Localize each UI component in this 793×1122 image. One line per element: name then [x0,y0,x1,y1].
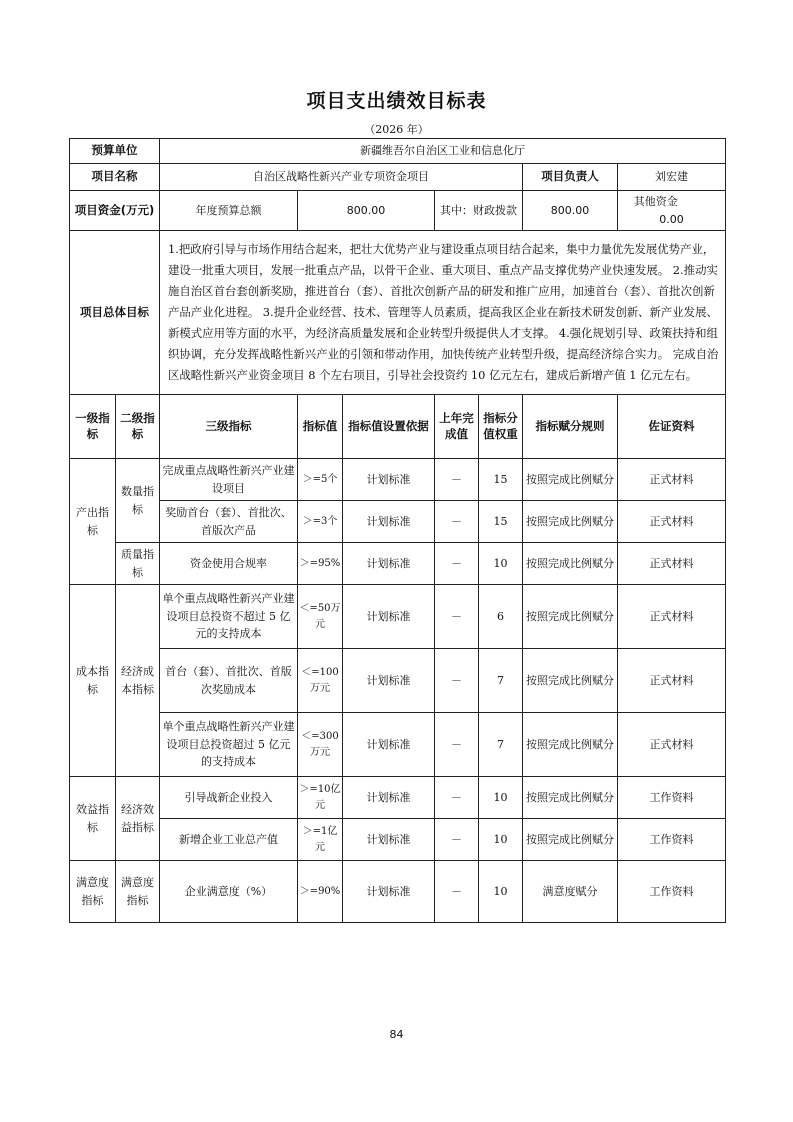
table-row-last: － [435,585,479,649]
table-row-value: ＞=95% [298,543,343,585]
table-row-evidence: 工作资料 [618,777,726,819]
header-last-year: 上年完成值 [435,395,479,459]
overall-goal-label: 项目总体目标 [70,231,160,395]
group-satisfaction: 满意度指标 [70,861,116,923]
table-row-value: ＜=50万元 [298,585,343,649]
table-row-weight: 15 [479,501,523,543]
table-row-level3: 单个重点战略性新兴产业建设项目总投资不超过 5 亿元的支持成本 [160,585,298,649]
overall-goal-text: 1.把政府引导与市场作用结合起来，把壮大优势产业与建设重点项目结合起来，集中力量优先发展优势产业，建设一批重大项目，发展一批重点产品，以骨干企业、重大项目、重点产品支撑优势产业快速发展。 2.推动实施自治区首台套创新奖励，推进首台（套）、首批次创新产品的研发和推广应用，加速首台（套）、首批次创新产品产业化进程。 3.提升企业经营、技术、管理等人员素质，提高我区企业在新技术研发创新、新产业发展、新模式应用等方面的水平，为经济高质量发展和企业转型升级提供人才支撑。 4.强化规划引导、政策扶持和组织协调，充分发挥战略性新兴产业的引领和带动作用，加快传统产业转型升级，提高经济综合实力。 完成自治区战略性新兴产业资金项目 8 个左右项目，引导社会投资约 10 亿元左右，建成后新增产值 1 亿元左右。 [160,231,726,395]
table-row-value: ＞=3个 [298,501,343,543]
table-row-evidence: 正式材料 [618,713,726,777]
table-row-last: － [435,819,479,861]
table-row-last: － [435,501,479,543]
project-name-value: 自治区战略性新兴产业专项资金项目 [160,164,523,191]
group-quality: 质量指标 [116,543,160,585]
year-label: （2026 年） [364,123,429,136]
table-row-rule: 按照完成比例赋分 [523,543,618,585]
table-row-basis: 计划标准 [343,649,435,713]
table-row-weight: 7 [479,649,523,713]
group-econ-cost: 经济成本指标 [116,585,160,777]
group-satisfaction-2: 满意度指标 [116,861,160,923]
header-weight: 指标分值权重 [479,395,523,459]
other-funds-value: 0.00 [659,212,684,226]
other-funds-label: 其他资金 [633,194,678,208]
table-row-weight: 10 [479,777,523,819]
page-number: 84 [389,1028,404,1041]
table-row-evidence: 工作资料 [618,819,726,861]
table-row-weight: 15 [479,459,523,501]
table-row-level3: 首台（套）、首批次、首版次奖励成本 [160,649,298,713]
project-leader-value: 刘宏建 [618,164,726,191]
group-econ-benefit: 经济效益指标 [116,777,160,861]
table-row-last: － [435,459,479,501]
project-leader-label: 项目负责人 [523,164,618,191]
table-row-rule: 满意度赋分 [523,861,618,923]
table-row-value: ＜=100万元 [298,649,343,713]
table-row-evidence: 正式材料 [618,459,726,501]
table-row-value: ＞=90% [298,861,343,923]
budget-unit-label: 预算单位 [70,139,160,164]
group-quantity: 数量指标 [116,459,160,543]
table-row-rule: 按照完成比例赋分 [523,501,618,543]
header-evidence: 佐证资料 [618,395,726,459]
table-row-level3: 资金使用合规率 [160,543,298,585]
table-row-weight: 7 [479,713,523,777]
table-row-weight: 6 [479,585,523,649]
table-row-value: ＞=10亿元 [298,777,343,819]
table-row-evidence: 正式材料 [618,501,726,543]
performance-table [69,138,726,923]
table-row-evidence: 正式材料 [618,585,726,649]
table-row-weight: 10 [479,819,523,861]
table-row-basis: 计划标准 [343,819,435,861]
table-row-level3: 奖励首台（套）、首批次、首版次产品 [160,501,298,543]
fiscal-funds-label: 其中：财政拨款 [435,191,523,231]
table-row-last: － [435,861,479,923]
annual-budget-label: 年度预算总额 [160,191,298,231]
table-row-level3: 企业满意度（%） [160,861,298,923]
table-row-evidence: 工作资料 [618,861,726,923]
table-row-evidence: 正式材料 [618,543,726,585]
table-row-basis: 计划标准 [343,713,435,777]
table-row-rule: 按照完成比例赋分 [523,713,618,777]
table-row-basis: 计划标准 [343,585,435,649]
table-row-rule: 按照完成比例赋分 [523,649,618,713]
project-funds-label: 项目资金(万元) [70,191,160,231]
table-row-last: － [435,777,479,819]
header-basis: 指标值设置依据 [343,395,435,459]
table-row-basis: 计划标准 [343,459,435,501]
table-row-basis: 计划标准 [343,777,435,819]
table-row-weight: 10 [479,543,523,585]
table-row-level3: 新增企业工业总产值 [160,819,298,861]
table-row-weight: 10 [479,861,523,923]
group-output: 产出指标 [70,459,116,585]
table-row-evidence: 正式材料 [618,649,726,713]
table-row-rule: 按照完成比例赋分 [523,585,618,649]
table-row-value: ＞=1亿元 [298,819,343,861]
table-row-basis: 计划标准 [343,543,435,585]
table-row-rule: 按照完成比例赋分 [523,819,618,861]
fiscal-funds-value: 800.00 [523,191,618,231]
budget-unit-value: 新疆维吾尔自治区工业和信息化厅 [160,139,726,164]
table-row-last: － [435,713,479,777]
table-row-level3: 单个重点战略性新兴产业建设项目总投资超过 5 亿元的支持成本 [160,713,298,777]
group-benefit: 效益指标 [70,777,116,861]
table-row-value: ＞=5个 [298,459,343,501]
table-row-level3: 完成重点战略性新兴产业建设项目 [160,459,298,501]
project-name-label: 项目名称 [70,164,160,191]
table-row-last: － [435,543,479,585]
table-row-last: － [435,649,479,713]
header-value: 指标值 [298,395,343,459]
other-funds-label-value [618,191,726,231]
annual-budget-value: 800.00 [298,191,435,231]
header-level3: 三级指标 [160,395,298,459]
table-row-rule: 按照完成比例赋分 [523,459,618,501]
header-rule: 指标赋分规则 [523,395,618,459]
table-row-rule: 按照完成比例赋分 [523,777,618,819]
table-row-basis: 计划标准 [343,501,435,543]
page-title: 项目支出绩效目标表 [306,90,487,112]
group-cost: 成本指标 [70,585,116,777]
header-level2: 二级指标 [116,395,160,459]
table-row-value: ＜=300万元 [298,713,343,777]
table-row-basis: 计划标准 [343,861,435,923]
header-level1: 一级指标 [70,395,116,459]
table-row-level3: 引导战新企业投入 [160,777,298,819]
